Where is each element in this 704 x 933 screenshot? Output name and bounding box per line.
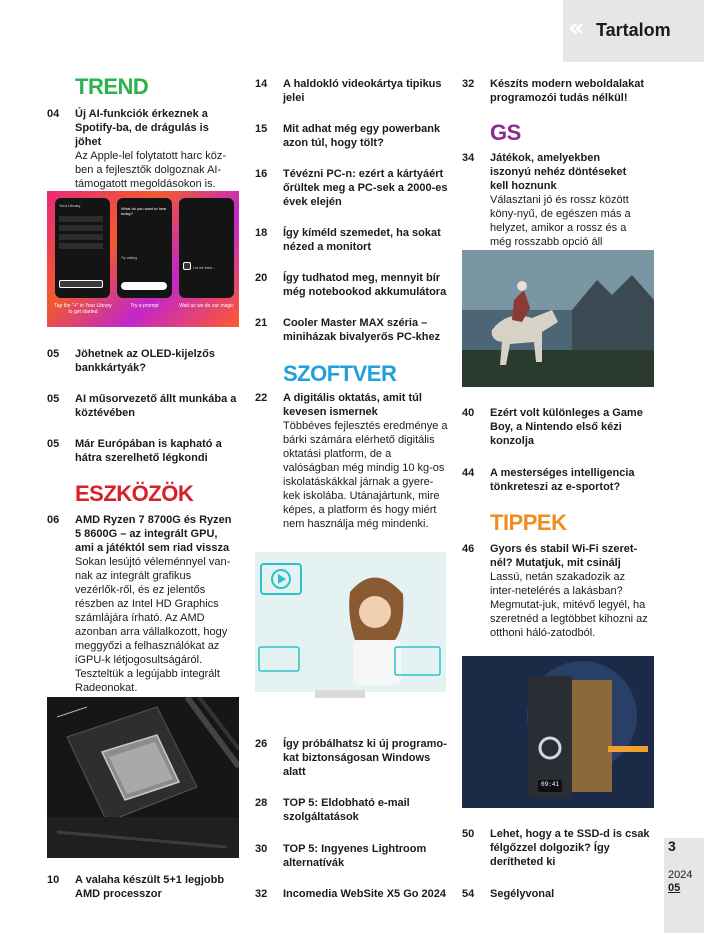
toc-page-number: 14	[255, 78, 268, 90]
phone-mockup	[55, 198, 110, 298]
toc-entry[interactable]	[462, 77, 660, 105]
phone-mockup	[117, 198, 172, 298]
toc-title: A valaha készült 5+1 legjobb AMD processzor	[75, 874, 225, 900]
toc-page-number: 22	[255, 392, 268, 404]
amd-cpu-image[interactable]	[47, 697, 239, 858]
toc-entry[interactable]	[462, 887, 660, 903]
phone-hint: Try asking	[121, 256, 138, 260]
toc-page-number: 54	[462, 888, 475, 900]
phone-header: Your Library	[59, 203, 81, 208]
toc-page-number: 05	[47, 348, 60, 360]
toc-title: AI műsorvezető állt munkába a köztévében	[75, 393, 237, 419]
toc-title: Segélyvonal	[490, 888, 555, 900]
toc-page-number: 40	[462, 407, 475, 419]
phone-hint: Let me think...	[193, 266, 215, 270]
toc-entry[interactable]	[255, 167, 450, 209]
list-item	[59, 234, 103, 240]
toc-entry[interactable]	[47, 513, 237, 693]
toc-page-number: 16	[255, 168, 268, 180]
section-eszkozok: ESZKÖZÖK	[75, 481, 194, 506]
toc-page-number: 10	[47, 874, 60, 886]
toc-page-number: 05	[47, 438, 60, 450]
toc-title: TOP 5: Eldobható e-mail szolgáltatások	[283, 797, 410, 823]
toc-title: Már Európában is kapható a hátra szerelhető légkondi	[75, 438, 222, 464]
toc-title: Jöhetnek az OLED-kijelzős bankkártyák?	[75, 348, 215, 374]
toc-page-number: 32	[462, 78, 475, 90]
toc-description: Az Apple-lel folytatott harc köz-ben a fejlesztők dolgoznak AI-támogatott megoldásokon is.	[75, 150, 227, 190]
toc-description: Választani jó és rossz között köny-nyű, de egészen más a helyzet, amikor a rossz és a még rosszabb opció áll	[490, 194, 631, 248]
chevron-left-icon: «	[568, 13, 585, 43]
toc-title: AMD Ryzen 7 8700G és Ryzen 5 8600G – az integrált GPU, ami a játéktól sem riad vissza	[75, 514, 232, 554]
toc-page-number: 50	[462, 828, 475, 840]
toc-entry[interactable]	[255, 226, 450, 254]
toc-page-number: 34	[462, 152, 475, 164]
toc-title: Ezért volt különleges a Game Boy, a Nintendo első kézi konzolja	[490, 407, 643, 447]
education-illustration	[255, 552, 446, 718]
toc-entry[interactable]	[255, 122, 450, 150]
toc-page-number: 05	[47, 393, 60, 405]
toc-page-number: 46	[462, 543, 475, 555]
toc-page-number: 28	[255, 797, 268, 809]
toc-title: A digitális oktatás, amit túl kevesen ismernek	[283, 392, 422, 418]
toc-title: Így kíméld szemedet, ha sokat nézed a monitort	[283, 227, 441, 253]
toc-page-number: 30	[255, 843, 268, 855]
section-gs: GS	[490, 120, 521, 145]
toc-entry[interactable]	[255, 271, 450, 299]
toc-entry[interactable]	[47, 107, 237, 190]
toc-entry[interactable]	[255, 737, 450, 779]
phone-caption: Wait as we do our magic	[179, 303, 234, 309]
toc-page-number: 32	[255, 888, 268, 900]
game-horse-image[interactable]	[462, 250, 654, 387]
page-number: 3	[668, 838, 676, 854]
toc-page-number: 18	[255, 227, 268, 239]
toc-title: Mit adhat még egy powerbank azon túl, hogy tölt?	[283, 123, 441, 149]
digital-education-image[interactable]	[255, 552, 446, 718]
toc-page-number: 15	[255, 123, 268, 135]
toc-entry[interactable]	[462, 151, 660, 248]
toc-title: Tévézni PC-n: ezért a kártyáért őrültek meg a PC-sek a 2000-es évek elején	[283, 168, 448, 208]
game-illustration	[462, 250, 654, 387]
list-item	[59, 280, 103, 288]
toc-description: Többéves fejlesztés eredménye a bárki számára elérhető digitális oktatási platform, de a valóságban még mindig 10 kg-os iskolatáskákkal járnak a gyere-kek iskolába. Utánajártunk, mire képes, a platform és hogy miért nem használja még mindenki.	[283, 420, 448, 530]
issue-year: 2024	[668, 869, 693, 881]
toc-title: A haldokló videokártya tipikus jelei	[283, 78, 442, 104]
toc-page-number: 21	[255, 317, 268, 329]
section-szoftver: SZOFTVER	[283, 361, 397, 386]
toc-page-number: 04	[47, 108, 60, 120]
phone-header: What do you want to hear today?	[121, 206, 167, 216]
section-trend: TREND	[75, 74, 149, 99]
toc-entry[interactable]	[255, 316, 450, 344]
phone-caption: Try a prompt	[130, 303, 159, 309]
toc-page-number: 06	[47, 514, 60, 526]
toc-entry[interactable]	[255, 391, 450, 541]
motherboard-illustration	[47, 697, 239, 858]
toc-title: TOP 5: Ingyenes Lightroom alternatívák	[283, 843, 427, 869]
toc-title: A mesterséges intelligencia tönkreteszi az e-sportot?	[490, 467, 635, 493]
toc-title: Cooler Master MAX széria – miniházak bivalyerős PC-khez	[283, 317, 441, 343]
list-item	[59, 216, 103, 222]
toc-title: Játékok, amelyekben iszonyú nehéz döntéseket kell hoznunk	[490, 152, 627, 192]
toc-entry[interactable]	[47, 437, 237, 465]
list-item	[59, 243, 103, 249]
issue-number: 05	[668, 882, 681, 894]
toc-entry[interactable]	[255, 796, 450, 824]
toc-entry[interactable]	[462, 466, 660, 494]
toc-title: Új AI-funkciók érkeznek a Spotify-ba, de drágulás is jöhet	[75, 108, 209, 148]
toc-description: Sokan lesújtó véleménnyel van-nak az integrált grafikus vezérlők-ről, és ez jelentős részben az Intel HD Graphics számlájára írható. Az AMD azonban arra vállalkozott, hogy meggyőzi a felhasználókat az iGPU-k létjogosultságáról. Teszteltük a legújabb integrált Radeonokat.	[75, 556, 231, 694]
page-title: Tartalom	[596, 20, 671, 40]
list-item	[59, 225, 103, 231]
toc-title: Gyors és stabil Wi-Fi szeret-nél? Mutatjuk, mit csinálj	[490, 543, 638, 569]
spotify-image[interactable]	[47, 191, 239, 327]
toc-entry[interactable]	[255, 842, 450, 870]
phone-mockup	[179, 198, 234, 298]
toc-title: Így tudhatod meg, mennyit bír még notebookod akkumulátora	[283, 272, 447, 298]
toc-page-number: 20	[255, 272, 268, 284]
toc-entry[interactable]	[255, 77, 450, 105]
toc-title: Így próbálhatsz ki új programo-kat biztonságosan Windows alatt	[283, 738, 447, 778]
ssd-image[interactable]	[462, 656, 654, 808]
toc-entry[interactable]	[462, 542, 660, 647]
toc-page-number: 44	[462, 467, 475, 479]
toc-page-number: 26	[255, 738, 268, 750]
toc-title: Készíts modern weboldalakat programozói tudás nélkül!	[490, 78, 645, 104]
toc-title: Lehet, hogy a te SSD-d is csak félgőzzel dolgozik? Így derítheted ki	[490, 828, 650, 868]
phone-caption: Tap the "+" in Your Library to get started	[54, 303, 112, 315]
toc-entry[interactable]	[47, 873, 237, 901]
toc-description: Lassú, netán szakadozik az inter-netelérés a lakásban? Megmutat-juk, mitévő legyél, ha szeretnéd a legtöbbet kihozni az otthoni háló-zatodból.	[490, 571, 648, 639]
toc-entry[interactable]	[47, 347, 237, 375]
toc-entry[interactable]	[462, 827, 660, 869]
toc-title: Incomedia WebSite X5 Go 2024	[283, 888, 447, 900]
toc-entry[interactable]	[47, 392, 237, 420]
toc-entry[interactable]	[255, 887, 455, 903]
ssd-clock-display: 09:41	[541, 781, 560, 788]
toc-entry[interactable]	[462, 406, 660, 448]
sparkle-icon	[183, 262, 191, 270]
section-tippek: TIPPEK	[490, 510, 567, 535]
prompt-input	[121, 282, 167, 290]
